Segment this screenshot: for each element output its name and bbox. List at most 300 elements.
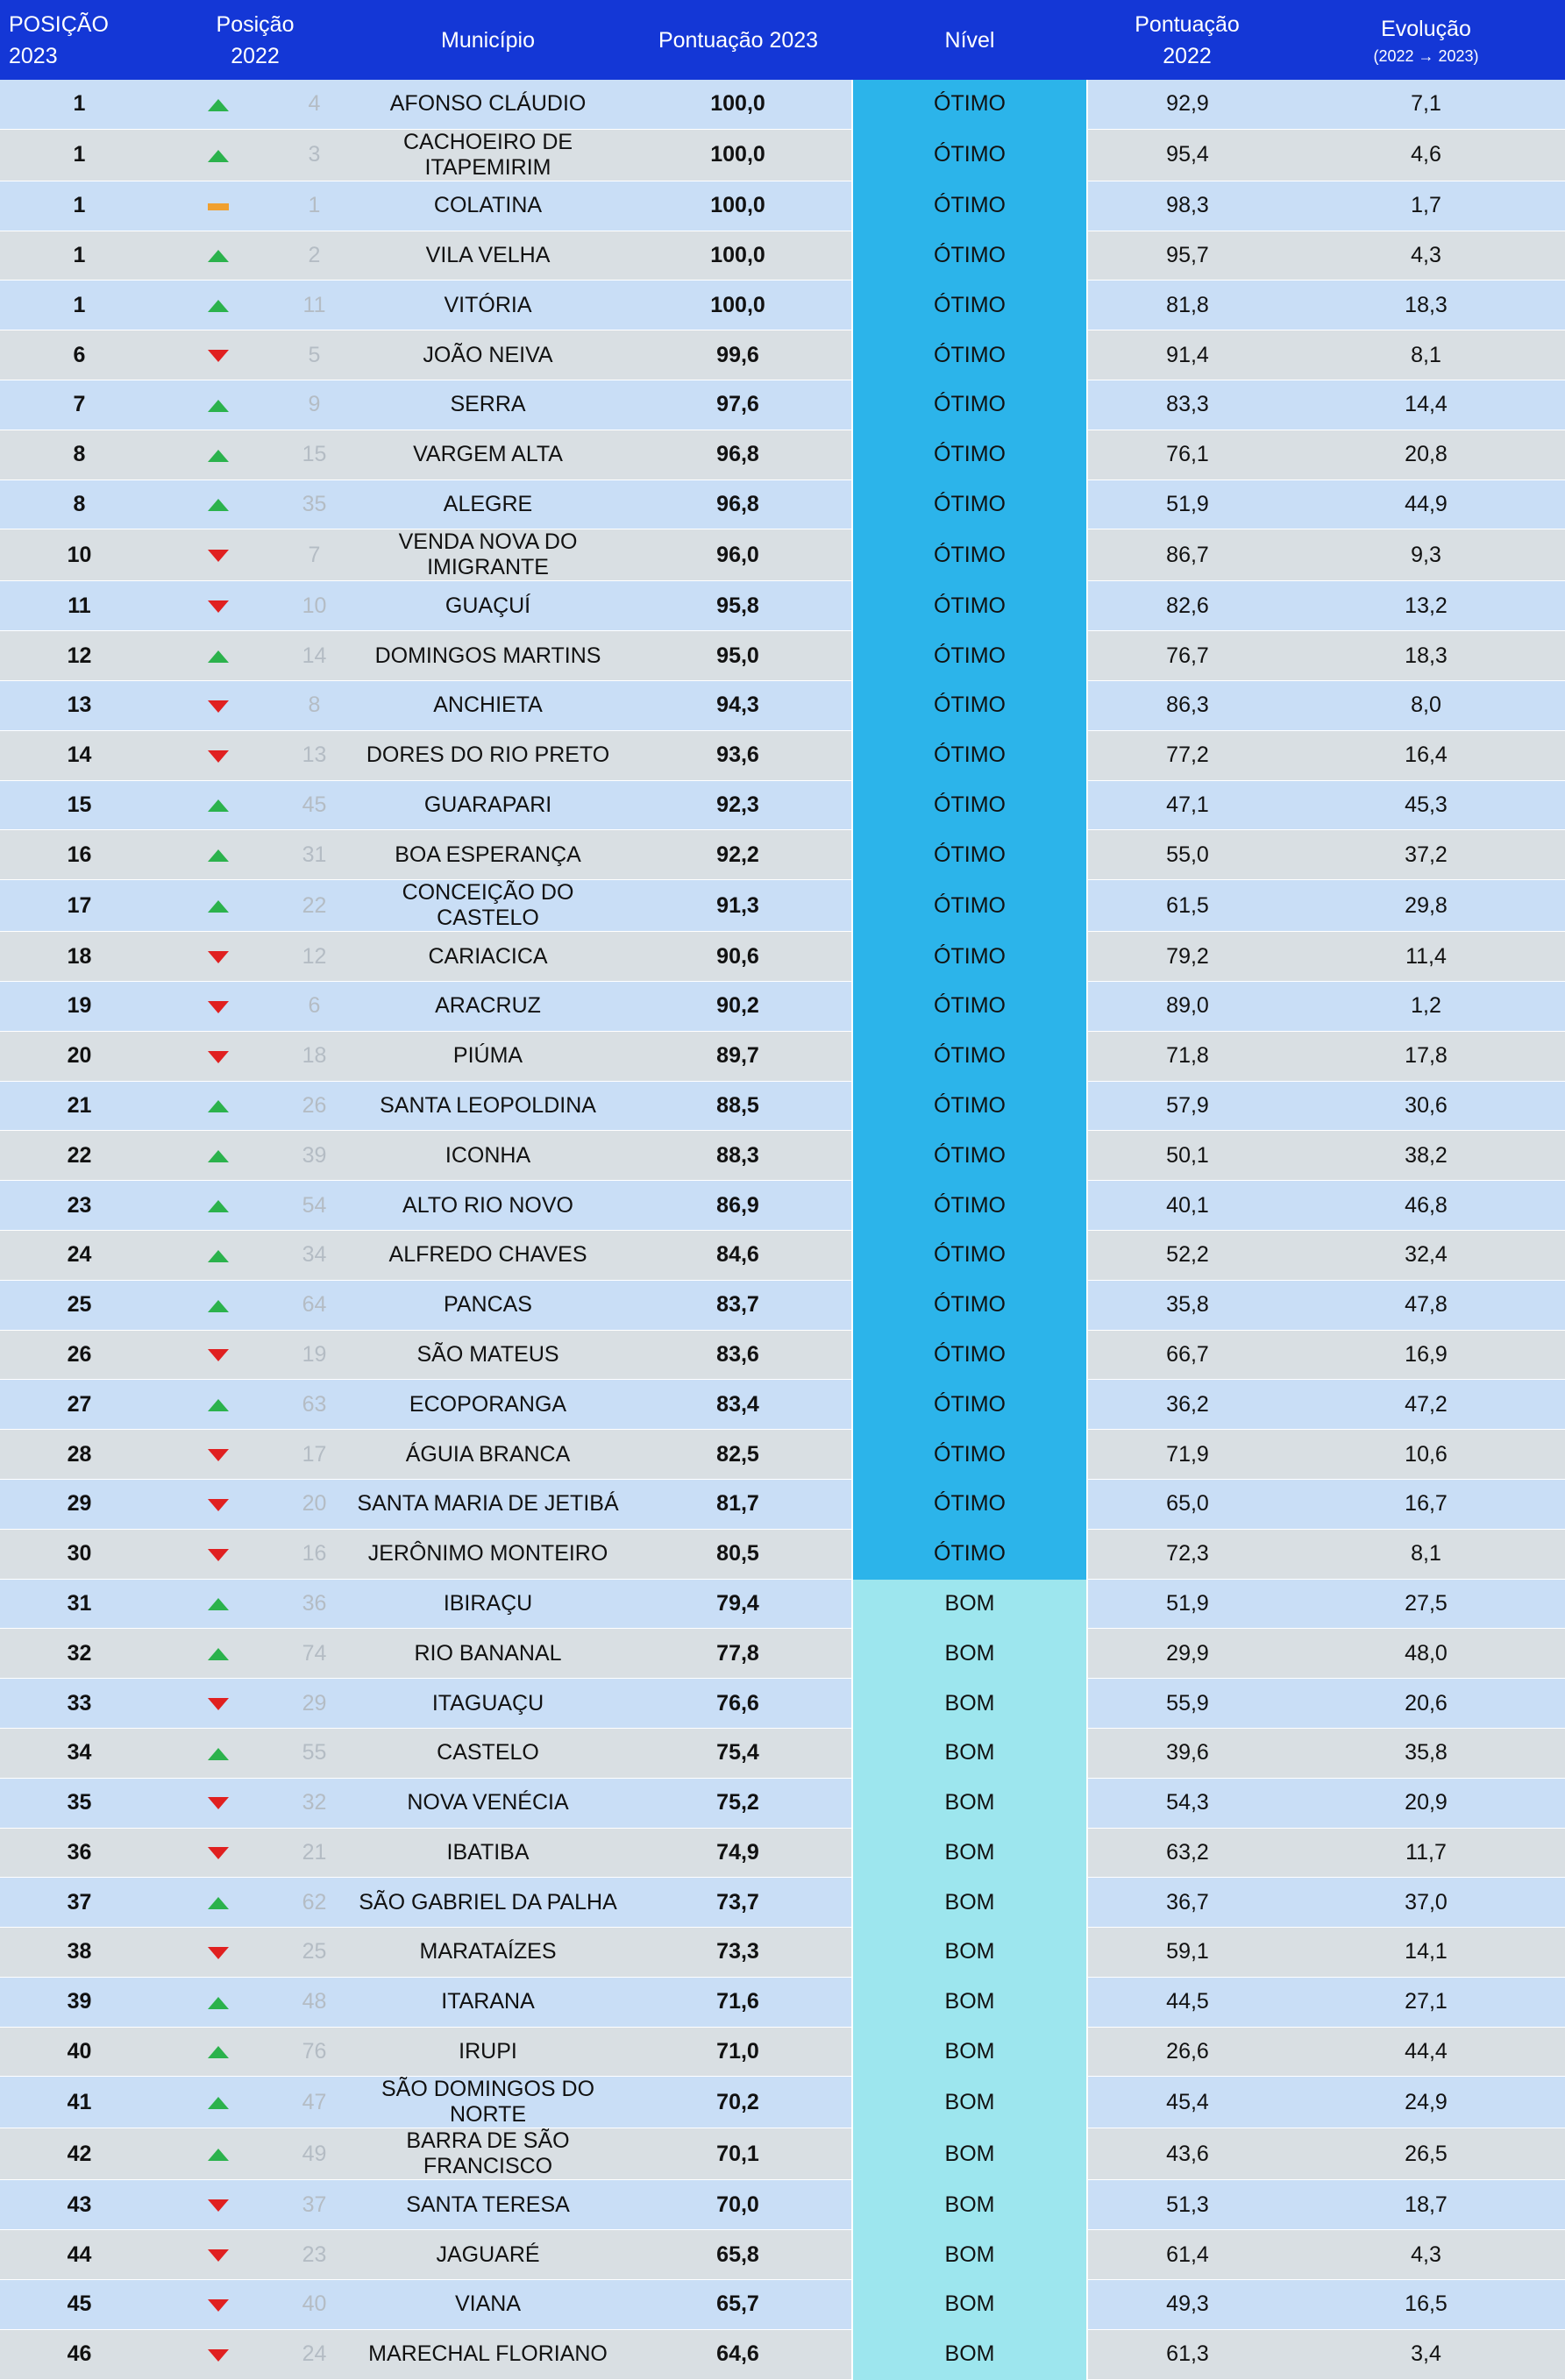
table-row[interactable] <box>0 581 1565 631</box>
level-badge: ÓTIMO <box>852 281 1087 330</box>
table-row[interactable] <box>0 1679 1565 1729</box>
evolution-cell: 16,5 <box>1287 2280 1565 2330</box>
position-2023-cell: 15 <box>0 780 159 830</box>
trend-up-icon <box>207 1996 230 2010</box>
score-2023-cell: 96,0 <box>624 529 852 581</box>
level-badge: BOM <box>852 2128 1087 2180</box>
trend-up-icon <box>207 399 230 413</box>
trend-up-icon <box>207 1896 230 1910</box>
score-2022-cell: 55,0 <box>1087 830 1287 880</box>
level-badge: ÓTIMO <box>852 780 1087 830</box>
position-2022-cell: 7 <box>277 529 352 581</box>
evolution-cell: 14,1 <box>1287 1928 1565 1978</box>
position-2022-cell: 1 <box>277 181 352 231</box>
table-row[interactable] <box>0 1629 1565 1679</box>
position-2023-cell: 30 <box>0 1529 159 1579</box>
evolution-cell: 18,3 <box>1287 631 1565 681</box>
municipality-cell: VILA VELHA <box>352 231 624 281</box>
evolution-cell: 20,6 <box>1287 1679 1565 1729</box>
table-row[interactable] <box>0 1479 1565 1529</box>
level-badge: BOM <box>852 2077 1087 2128</box>
trend-cell <box>159 2077 277 2128</box>
score-2023-cell: 76,6 <box>624 1679 852 1729</box>
trend-cell <box>159 1828 277 1878</box>
evolution-cell: 48,0 <box>1287 1629 1565 1679</box>
trend-cell <box>159 1878 277 1928</box>
evolution-cell: 18,3 <box>1287 281 1565 330</box>
municipality-cell: AFONSO CLÁUDIO <box>352 80 624 129</box>
level-badge: BOM <box>852 1928 1087 1978</box>
trend-cell <box>159 181 277 231</box>
score-2023-cell: 100,0 <box>624 281 852 330</box>
score-2022-cell: 51,9 <box>1087 1579 1287 1629</box>
evolution-cell: 44,9 <box>1287 480 1565 529</box>
municipality-cell: IBIRAÇU <box>352 1579 624 1629</box>
position-2023-cell: 25 <box>0 1280 159 1330</box>
score-2022-cell: 45,4 <box>1087 2077 1287 2128</box>
trend-cell <box>159 380 277 430</box>
position-2022-cell: 39 <box>277 1131 352 1181</box>
position-2023-cell: 29 <box>0 1479 159 1529</box>
evolution-cell: 47,2 <box>1287 1380 1565 1430</box>
table-row[interactable] <box>0 1977 1565 2027</box>
table-row[interactable] <box>0 231 1565 281</box>
table-row[interactable] <box>0 281 1565 330</box>
position-2023-cell: 33 <box>0 1679 159 1729</box>
score-2022-cell: 81,8 <box>1087 281 1287 330</box>
position-2022-cell: 13 <box>277 730 352 780</box>
col-header-score-2022-line1: Pontuação <box>1135 11 1240 37</box>
trend-up-icon <box>207 249 230 263</box>
trend-cell <box>159 680 277 730</box>
position-2023-cell: 8 <box>0 480 159 529</box>
trend-cell <box>159 1330 277 1380</box>
table-row[interactable] <box>0 1928 1565 1978</box>
position-2023-cell: 39 <box>0 1977 159 2027</box>
score-2023-cell: 84,6 <box>624 1230 852 1280</box>
table-row[interactable] <box>0 181 1565 231</box>
score-2022-cell: 55,9 <box>1087 1679 1287 1729</box>
level-badge: ÓTIMO <box>852 1081 1087 1131</box>
col-header-score-2022-line2: 2022 <box>1163 43 1212 68</box>
trend-cell <box>159 1181 277 1231</box>
trend-up-icon <box>207 1199 230 1213</box>
table-row[interactable] <box>0 1828 1565 1878</box>
score-2022-cell: 61,3 <box>1087 2329 1287 2379</box>
position-2023-cell: 26 <box>0 1330 159 1380</box>
municipality-cell: COLATINA <box>352 181 624 231</box>
level-badge: ÓTIMO <box>852 880 1087 932</box>
level-badge: ÓTIMO <box>852 129 1087 181</box>
table-row[interactable] <box>0 1529 1565 1579</box>
level-badge: ÓTIMO <box>852 380 1087 430</box>
position-2022-cell: 36 <box>277 1579 352 1629</box>
evolution-cell: 4,3 <box>1287 2230 1565 2280</box>
position-2023-cell: 31 <box>0 1579 159 1629</box>
position-2023-cell: 10 <box>0 529 159 581</box>
level-badge: ÓTIMO <box>852 631 1087 681</box>
municipality-cell: CARIACICA <box>352 932 624 982</box>
trend-cell <box>159 631 277 681</box>
score-2022-cell: 79,2 <box>1087 932 1287 982</box>
trend-cell <box>159 2180 277 2230</box>
trend-cell <box>159 1778 277 1828</box>
level-badge: ÓTIMO <box>852 1430 1087 1480</box>
level-badge: BOM <box>852 1629 1087 1679</box>
score-2023-cell: 91,3 <box>624 880 852 932</box>
trend-down-icon <box>207 750 230 764</box>
col-header-municipality[interactable]: Município <box>352 0 624 80</box>
score-2023-cell: 83,7 <box>624 1280 852 1330</box>
table-row[interactable] <box>0 1728 1565 1778</box>
trend-cell <box>159 1131 277 1181</box>
evolution-cell: 11,4 <box>1287 932 1565 982</box>
table-row[interactable] <box>0 330 1565 380</box>
table-row[interactable] <box>0 880 1565 932</box>
position-2022-cell: 37 <box>277 2180 352 2230</box>
trend-up-icon <box>207 1398 230 1412</box>
trend-up-icon <box>207 299 230 313</box>
municipality-cell: MARECHAL FLORIANO <box>352 2329 624 2379</box>
position-2023-cell: 12 <box>0 631 159 681</box>
trend-down-icon <box>207 1448 230 1462</box>
trend-cell <box>159 1430 277 1480</box>
position-2022-cell: 14 <box>277 631 352 681</box>
score-2023-cell: 100,0 <box>624 231 852 281</box>
table-row[interactable] <box>0 1280 1565 1330</box>
position-2023-cell: 20 <box>0 1031 159 1081</box>
score-2022-cell: 47,1 <box>1087 780 1287 830</box>
municipality-cell: SANTA LEOPOLDINA <box>352 1081 624 1131</box>
trend-up-icon <box>207 2096 230 2110</box>
score-2023-cell: 97,6 <box>624 380 852 430</box>
score-2023-cell: 96,8 <box>624 480 852 529</box>
trend-down-icon <box>207 2348 230 2362</box>
evolution-cell: 46,8 <box>1287 1181 1565 1231</box>
evolution-cell: 10,6 <box>1287 1430 1565 1480</box>
score-2023-cell: 65,8 <box>624 2230 852 2280</box>
municipality-cell: ICONHA <box>352 1131 624 1181</box>
score-2022-cell: 76,7 <box>1087 631 1287 681</box>
col-header-score-2023[interactable]: Pontuação 2023 <box>624 0 852 80</box>
score-2023-cell: 100,0 <box>624 80 852 129</box>
col-header-level[interactable]: Nível <box>852 0 1087 80</box>
position-2023-cell: 41 <box>0 2077 159 2128</box>
col-header-position-2023[interactable]: POSIÇÃO 2023 <box>0 0 159 80</box>
table-row[interactable] <box>0 2230 1565 2280</box>
position-2022-cell: 11 <box>277 281 352 330</box>
table-row[interactable] <box>0 80 1565 129</box>
score-2022-cell: 61,4 <box>1087 2230 1287 2280</box>
score-2022-cell: 89,0 <box>1087 981 1287 1031</box>
position-2023-cell: 42 <box>0 2128 159 2180</box>
municipality-cell: ALFREDO CHAVES <box>352 1230 624 1280</box>
level-badge: ÓTIMO <box>852 430 1087 480</box>
score-2023-cell: 100,0 <box>624 129 852 181</box>
score-2022-cell: 50,1 <box>1087 1131 1287 1181</box>
trend-down-icon <box>207 1498 230 1512</box>
position-2022-cell: 74 <box>277 1629 352 1679</box>
score-2022-cell: 95,4 <box>1087 129 1287 181</box>
table-row[interactable] <box>0 2027 1565 2077</box>
trend-cell <box>159 830 277 880</box>
trend-up-icon <box>207 849 230 863</box>
trend-up-icon <box>207 1647 230 1661</box>
col-header-score-2022[interactable] <box>1087 0 1287 80</box>
score-2022-cell: 49,3 <box>1087 2280 1287 2330</box>
trend-cell <box>159 1977 277 2027</box>
table-row[interactable] <box>0 1330 1565 1380</box>
evolution-cell: 3,4 <box>1287 2329 1565 2379</box>
level-badge: BOM <box>852 2230 1087 2280</box>
trend-cell <box>159 1728 277 1778</box>
municipality-cell: PIÚMA <box>352 1031 624 1081</box>
table-row[interactable] <box>0 1230 1565 1280</box>
level-badge: BOM <box>852 1828 1087 1878</box>
trend-cell <box>159 1529 277 1579</box>
municipality-cell: ARACRUZ <box>352 981 624 1031</box>
col-header-position-2022-line2: 2022 <box>231 43 280 68</box>
table-row[interactable] <box>0 780 1565 830</box>
level-badge: ÓTIMO <box>852 730 1087 780</box>
trend-cell <box>159 2280 277 2330</box>
evolution-cell: 17,8 <box>1287 1031 1565 1081</box>
table-row[interactable] <box>0 1131 1565 1181</box>
col-header-evolution-sub: (2022 → 2023) <box>1373 46 1479 65</box>
evolution-cell: 44,4 <box>1287 2027 1565 2077</box>
position-2023-cell: 1 <box>0 129 159 181</box>
position-2023-cell: 1 <box>0 181 159 231</box>
table-row[interactable] <box>0 1031 1565 1081</box>
position-2023-cell: 7 <box>0 380 159 430</box>
level-badge: ÓTIMO <box>852 480 1087 529</box>
position-2023-cell: 43 <box>0 2180 159 2230</box>
level-badge: ÓTIMO <box>852 680 1087 730</box>
position-2022-cell: 64 <box>277 1280 352 1330</box>
trend-cell <box>159 880 277 932</box>
municipality-cell: CONCEIÇÃO DO CASTELO <box>352 880 624 932</box>
position-2022-cell: 34 <box>277 1230 352 1280</box>
score-2022-cell: 29,9 <box>1087 1629 1287 1679</box>
trend-up-icon <box>207 1149 230 1163</box>
position-2023-cell: 23 <box>0 1181 159 1231</box>
municipality-cell: ANCHIETA <box>352 680 624 730</box>
table-row[interactable] <box>0 430 1565 480</box>
score-2022-cell: 65,0 <box>1087 1479 1287 1529</box>
table-row[interactable] <box>0 1380 1565 1430</box>
position-2023-cell: 35 <box>0 1778 159 1828</box>
municipality-cell: ITAGUAÇU <box>352 1679 624 1729</box>
table-row[interactable] <box>0 529 1565 581</box>
position-2023-cell: 44 <box>0 2230 159 2280</box>
trend-up-icon <box>207 1099 230 1113</box>
score-2022-cell: 52,2 <box>1087 1230 1287 1280</box>
evolution-cell: 8,0 <box>1287 680 1565 730</box>
position-2022-cell: 49 <box>277 2128 352 2180</box>
municipality-cell: BOA ESPERANÇA <box>352 830 624 880</box>
level-badge: ÓTIMO <box>852 1330 1087 1380</box>
trend-down-icon <box>207 1846 230 1860</box>
position-2023-cell: 37 <box>0 1878 159 1928</box>
position-2023-cell: 28 <box>0 1430 159 1480</box>
score-2023-cell: 99,6 <box>624 330 852 380</box>
score-2023-cell: 92,3 <box>624 780 852 830</box>
table-row[interactable] <box>0 129 1565 181</box>
score-2023-cell: 75,4 <box>624 1728 852 1778</box>
score-2023-cell: 89,7 <box>624 1031 852 1081</box>
evolution-cell: 20,9 <box>1287 1778 1565 1828</box>
position-2022-cell: 63 <box>277 1380 352 1430</box>
position-2022-cell: 10 <box>277 581 352 631</box>
position-2022-cell: 6 <box>277 981 352 1031</box>
position-2023-cell: 18 <box>0 932 159 982</box>
score-2022-cell: 36,7 <box>1087 1878 1287 1928</box>
evolution-cell: 8,1 <box>1287 330 1565 380</box>
municipality-cell: ÁGUIA BRANCA <box>352 1430 624 1480</box>
level-badge: ÓTIMO <box>852 1380 1087 1430</box>
position-2022-cell: 24 <box>277 2329 352 2379</box>
evolution-cell: 24,9 <box>1287 2077 1565 2128</box>
table-row[interactable] <box>0 1430 1565 1480</box>
trend-down-icon <box>207 1697 230 1711</box>
position-2022-cell: 76 <box>277 2027 352 2077</box>
level-badge: ÓTIMO <box>852 1131 1087 1181</box>
trend-down-icon <box>207 549 230 563</box>
table-row[interactable] <box>0 2180 1565 2230</box>
position-2023-cell: 21 <box>0 1081 159 1131</box>
trend-cell <box>159 1928 277 1978</box>
table-row[interactable] <box>0 480 1565 529</box>
score-2022-cell: 95,7 <box>1087 231 1287 281</box>
table-row[interactable] <box>0 1878 1565 1928</box>
trend-up-icon <box>207 449 230 463</box>
position-2022-cell: 18 <box>277 1031 352 1081</box>
col-header-evolution-label: Evolução <box>1381 16 1471 41</box>
evolution-cell: 47,8 <box>1287 1280 1565 1330</box>
evolution-cell: 4,3 <box>1287 231 1565 281</box>
trend-cell <box>159 932 277 982</box>
position-2022-cell: 29 <box>277 1679 352 1729</box>
score-2022-cell: 71,9 <box>1087 1430 1287 1480</box>
score-2023-cell: 93,6 <box>624 730 852 780</box>
score-2022-cell: 26,6 <box>1087 2027 1287 2077</box>
position-2022-cell: 40 <box>277 2280 352 2330</box>
score-2022-cell: 51,9 <box>1087 480 1287 529</box>
level-badge: ÓTIMO <box>852 80 1087 129</box>
table-body <box>0 80 1565 2379</box>
position-2022-cell: 54 <box>277 1181 352 1231</box>
score-2023-cell: 70,0 <box>624 2180 852 2230</box>
trend-cell <box>159 1679 277 1729</box>
table-row[interactable] <box>0 380 1565 430</box>
level-badge: BOM <box>852 1878 1087 1928</box>
position-2022-cell: 48 <box>277 1977 352 2027</box>
position-2022-cell: 31 <box>277 830 352 880</box>
trend-cell <box>159 80 277 129</box>
position-2022-cell: 21 <box>277 1828 352 1878</box>
score-2023-cell: 90,2 <box>624 981 852 1031</box>
position-2023-cell: 19 <box>0 981 159 1031</box>
municipality-cell: ECOPORANGA <box>352 1380 624 1430</box>
score-2022-cell: 92,9 <box>1087 80 1287 129</box>
trend-up-icon <box>207 799 230 813</box>
level-badge: ÓTIMO <box>852 1031 1087 1081</box>
table-row[interactable] <box>0 932 1565 982</box>
score-2022-cell: 71,8 <box>1087 1031 1287 1081</box>
table-row[interactable] <box>0 2128 1565 2180</box>
table-row[interactable] <box>0 1778 1565 1828</box>
evolution-cell: 38,2 <box>1287 1131 1565 1181</box>
municipality-cell: JERÔNIMO MONTEIRO <box>352 1529 624 1579</box>
position-2023-cell: 22 <box>0 1131 159 1181</box>
position-2023-cell: 45 <box>0 2280 159 2330</box>
level-badge: ÓTIMO <box>852 231 1087 281</box>
table-row[interactable] <box>0 730 1565 780</box>
score-2022-cell: 59,1 <box>1087 1928 1287 1978</box>
table-row[interactable] <box>0 2077 1565 2128</box>
table-row[interactable] <box>0 830 1565 880</box>
score-2023-cell: 81,7 <box>624 1479 852 1529</box>
trend-down-icon <box>207 2249 230 2263</box>
col-header-evolution[interactable] <box>1287 0 1565 80</box>
level-badge: ÓTIMO <box>852 1479 1087 1529</box>
score-2023-cell: 70,1 <box>624 2128 852 2180</box>
score-2022-cell: 83,3 <box>1087 380 1287 430</box>
level-badge: BOM <box>852 2329 1087 2379</box>
evolution-cell: 37,0 <box>1287 1878 1565 1928</box>
col-header-position-2022[interactable] <box>159 0 352 80</box>
evolution-cell: 16,7 <box>1287 1479 1565 1529</box>
position-2022-cell: 12 <box>277 932 352 982</box>
evolution-cell: 30,6 <box>1287 1081 1565 1131</box>
municipality-cell: BARRA DE SÃO FRANCISCO <box>352 2128 624 2180</box>
position-2023-cell: 13 <box>0 680 159 730</box>
table-row[interactable] <box>0 2280 1565 2330</box>
evolution-cell: 27,5 <box>1287 1579 1565 1629</box>
trend-down-icon <box>207 1946 230 1960</box>
table-row[interactable] <box>0 680 1565 730</box>
score-2022-cell: 76,1 <box>1087 430 1287 480</box>
municipality-cell: NOVA VENÉCIA <box>352 1778 624 1828</box>
evolution-cell: 37,2 <box>1287 830 1565 880</box>
table-row[interactable] <box>0 981 1565 1031</box>
trend-cell <box>159 281 277 330</box>
score-2022-cell: 36,2 <box>1087 1380 1287 1430</box>
position-2023-cell: 16 <box>0 830 159 880</box>
table-row[interactable] <box>0 1579 1565 1629</box>
score-2022-cell: 43,6 <box>1087 2128 1287 2180</box>
table-row[interactable] <box>0 2329 1565 2379</box>
position-2022-cell: 5 <box>277 330 352 380</box>
score-2023-cell: 79,4 <box>624 1579 852 1629</box>
evolution-cell: 27,1 <box>1287 1977 1565 2027</box>
trend-up-icon <box>207 2148 230 2162</box>
position-2023-cell: 32 <box>0 1629 159 1679</box>
evolution-cell: 14,4 <box>1287 380 1565 430</box>
position-2023-cell: 1 <box>0 231 159 281</box>
score-2023-cell: 71,0 <box>624 2027 852 2077</box>
level-badge: ÓTIMO <box>852 932 1087 982</box>
position-2023-cell: 11 <box>0 581 159 631</box>
municipality-cell: MARATAÍZES <box>352 1928 624 1978</box>
table-row[interactable] <box>0 631 1565 681</box>
level-badge: ÓTIMO <box>852 181 1087 231</box>
table-row[interactable] <box>0 1081 1565 1131</box>
score-2023-cell: 64,6 <box>624 2329 852 2379</box>
table-row[interactable] <box>0 1181 1565 1231</box>
level-badge: ÓTIMO <box>852 529 1087 581</box>
municipality-cell: CACHOEIRO DE ITAPEMIRIM <box>352 129 624 181</box>
